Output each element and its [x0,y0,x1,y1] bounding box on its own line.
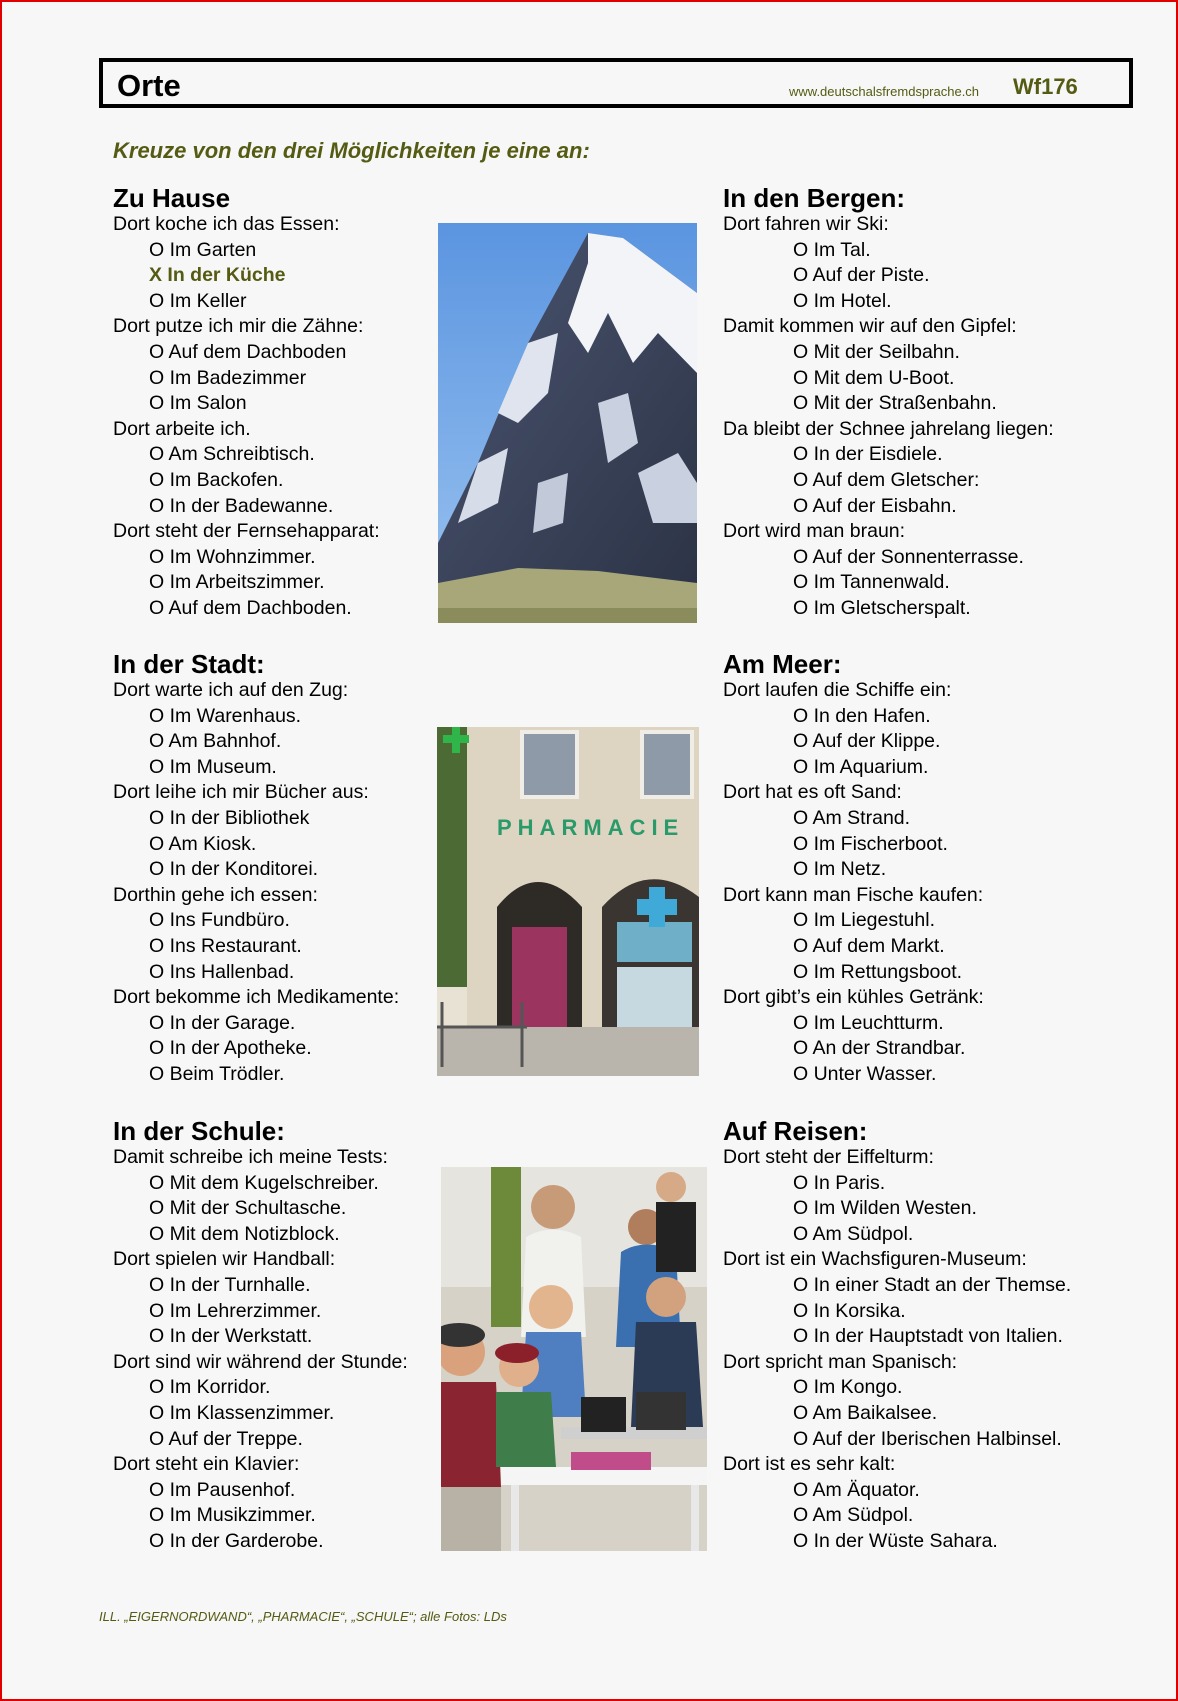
answer-option[interactable]: O In der Bibliothek [149,806,310,829]
answer-option[interactable]: O In der Apotheke. [149,1037,312,1060]
section-in-der-schule [113,1117,408,1555]
question: Dort sind wir während der Stunde: [113,1350,408,1373]
answer-option[interactable]: O In der Konditorei. [149,858,319,881]
answer-option[interactable]: O Auf der Iberischen Halbinsel. [793,1427,1062,1450]
answer-option[interactable]: O An der Strandbar. [793,1037,966,1060]
answer-option[interactable]: O Im Fischerboot. [793,832,948,855]
answer-option[interactable]: O In der Garderobe. [149,1529,324,1552]
question: Dort spricht man Spanisch: [723,1350,958,1373]
instruction: Kreuze von den drei Möglichkeiten je eine an: [113,138,590,163]
answer-option[interactable]: O Im Musikzimmer. [149,1504,316,1527]
question: Damit schreibe ich meine Tests: [113,1146,388,1168]
answer-option[interactable]: O Mit dem Kugelschreiber. [149,1171,379,1194]
answer-option[interactable]: O Am Südpol. [793,1222,914,1245]
school-illustration [441,1167,707,1551]
answer-option[interactable]: O In der Turnhalle. [149,1273,311,1296]
answer-option[interactable]: O Mit der Straßenbahn. [793,392,997,415]
answer-option[interactable]: O In der Badewanne. [149,494,334,517]
answer-option[interactable]: O Am Schreibtisch. [149,443,315,466]
section-title: Am Meer: [723,649,842,679]
answer-option[interactable]: O Unter Wasser. [793,1062,937,1085]
section-title: In den Bergen: [723,183,906,213]
answer-option[interactable]: O Am Strand. [793,806,911,829]
answer-option[interactable]: O Im Tal. [793,238,871,261]
answer-option[interactable]: O In Korsika. [793,1299,906,1322]
answer-option[interactable]: O Im Kongo. [793,1376,903,1399]
question: Dort fahren wir Ski: [723,213,889,235]
mountain-photo [438,223,697,623]
question: Dort koche ich das Essen: [113,213,340,235]
answer-option[interactable]: O Im Pausenhof. [149,1478,296,1501]
answer-option[interactable]: O Im Arbeitszimmer. [149,571,325,594]
answer-option[interactable]: O Im Badezimmer [149,366,307,389]
answer-option[interactable]: O Auf der Klippe. [793,730,941,753]
answer-option[interactable]: O Im Hotel. [793,289,892,312]
answer-option[interactable]: O Mit dem U-Boot. [793,366,955,389]
question: Dort spielen wir Handball: [113,1248,336,1271]
answer-option[interactable]: O In der Garage. [149,1011,296,1034]
section-title: Zu Hause [113,183,231,213]
mountain-illustration [438,223,697,623]
question: Dort ist ein Wachsfiguren-Museum: [723,1248,1027,1271]
answer-option[interactable]: X In der Küche [149,264,286,287]
answer-option[interactable]: O Im Liegestuhl. [793,909,935,932]
section-in-den-bergen [723,184,1054,622]
pharmacy-illustration [437,727,699,1076]
answer-option[interactable]: O In einer Stadt an der Themse. [793,1273,1072,1296]
answer-option[interactable]: O In den Hafen. [793,704,931,727]
answer-option[interactable]: O Mit der Seilbahn. [793,340,960,363]
answer-option[interactable]: O Auf dem Markt. [793,934,945,957]
answer-option[interactable]: O In der Eisdiele. [793,443,943,466]
question: Dort kann man Fische kaufen: [723,883,984,906]
answer-option[interactable]: O Auf der Treppe. [149,1427,303,1450]
question: Dort steht ein Klavier: [113,1453,300,1476]
answer-option[interactable]: O Im Klassenzimmer. [149,1401,335,1424]
answer-option[interactable]: O Im Warenhaus. [149,704,302,727]
answer-option[interactable]: O Ins Hallenbad. [149,960,295,983]
question: Dorthin gehe ich essen: [113,883,318,906]
answer-option[interactable]: O Am Kiosk. [149,832,257,855]
answer-option[interactable]: O Am Baikalsee. [793,1401,938,1424]
answer-option[interactable]: O Im Korridor. [149,1376,271,1399]
answer-option[interactable]: O In der Hauptstadt von Italien. [793,1325,1063,1348]
answer-option[interactable]: O Im Backofen. [149,468,284,491]
answer-option[interactable]: O Im Aquarium. [793,755,929,778]
answer-option[interactable]: O Im Gletscherspalt. [793,596,971,619]
question: Dort bekomme ich Medikamente: [113,986,400,1009]
section-in-der-stadt [113,650,399,1088]
answer-option[interactable]: O Im Garten [149,238,257,261]
question: Dort leihe ich mir Bücher aus: [113,781,369,804]
question: Da bleibt der Schnee jahrelang liegen: [723,417,1054,440]
answer-option[interactable]: O Am Südpol. [793,1504,914,1527]
answer-option[interactable]: O Ins Fundbüro. [149,909,290,932]
answer-option[interactable]: O Auf dem Dachboden. [149,596,352,619]
answer-option[interactable]: O Auf dem Gletscher: [793,468,980,491]
school-photo [441,1167,707,1551]
answer-option[interactable]: O Im Netz. [793,858,887,881]
question: Dort arbeite ich. [113,417,251,440]
page-title: Orte [117,68,181,103]
answer-option[interactable]: O Im Lehrerzimmer. [149,1299,322,1322]
section-zu-hause [113,184,380,622]
answer-option[interactable]: O Beim Trödler. [149,1062,285,1085]
answer-option[interactable]: O Im Leuchtturm. [793,1011,944,1034]
question: Dort wird man braun: [723,520,906,543]
worksheet-code: Wf176 [1013,74,1078,99]
answer-option[interactable]: O Auf der Sonnenterrasse. [793,545,1024,568]
answer-option[interactable]: O Auf der Piste. [793,264,930,287]
pharmacy-sign: PHARMACIE [497,815,685,840]
answer-option[interactable]: O Mit der Schultasche. [149,1197,347,1220]
question: Dort hat es oft Sand: [723,781,902,804]
question: Dort ist es sehr kalt: [723,1453,896,1476]
question: Dort gibt’s ein kühles Getränk: [723,986,984,1009]
answer-option[interactable]: O Im Salon [149,392,247,415]
question: Dort putze ich mir die Zähne: [113,315,364,338]
answer-option[interactable]: O In Paris. [793,1171,886,1194]
question: Damit kommen wir auf den Gipfel: [723,315,1017,338]
section-am-meer [723,650,984,1088]
answer-option[interactable]: O In der Wüste Sahara. [793,1529,998,1552]
answer-option[interactable]: O Auf der Eisbahn. [793,494,957,517]
question: Dort laufen die Schiffe ein: [723,679,952,701]
answer-option[interactable]: O Im Rettungsboot. [793,960,963,983]
question: Dort steht der Eiffelturm: [723,1146,934,1168]
section-title: In der Stadt: [113,649,265,679]
answer-option[interactable]: O In der Werkstatt. [149,1325,313,1348]
answer-option[interactable]: O Im Tannenwald. [793,571,950,594]
photo-credits: ILL. „EIGERNORDWAND“, „PHARMACIE“, „SCHULE“; alle Fotos: LDs [99,1609,507,1624]
answer-option[interactable]: O Auf dem Dachboden [149,340,347,363]
section-title: Auf Reisen: [723,1116,868,1146]
answer-option[interactable]: O Am Bahnhof. [149,730,282,753]
answer-option[interactable]: O Im Wilden Westen. [793,1197,977,1220]
answer-option[interactable]: O Ins Restaurant. [149,934,302,957]
question: Dort warte ich auf den Zug: [113,679,349,701]
question: Dort steht der Fernsehapparat: [113,520,380,543]
website-link[interactable]: www.deutschalsfremdsprache.ch [789,84,980,99]
answer-option[interactable]: O Im Museum. [149,755,277,778]
answer-option[interactable]: O Am Äquator. [793,1478,920,1501]
answer-option[interactable]: O Im Wohnzimmer. [149,545,316,568]
pharmacy-photo [437,727,699,1076]
answer-option[interactable]: O Mit dem Notizblock. [149,1222,340,1245]
answer-option[interactable]: O Im Keller [149,289,247,312]
section-auf-reisen [723,1117,1071,1555]
section-title: In der Schule: [113,1116,285,1146]
header-box [99,58,1133,108]
